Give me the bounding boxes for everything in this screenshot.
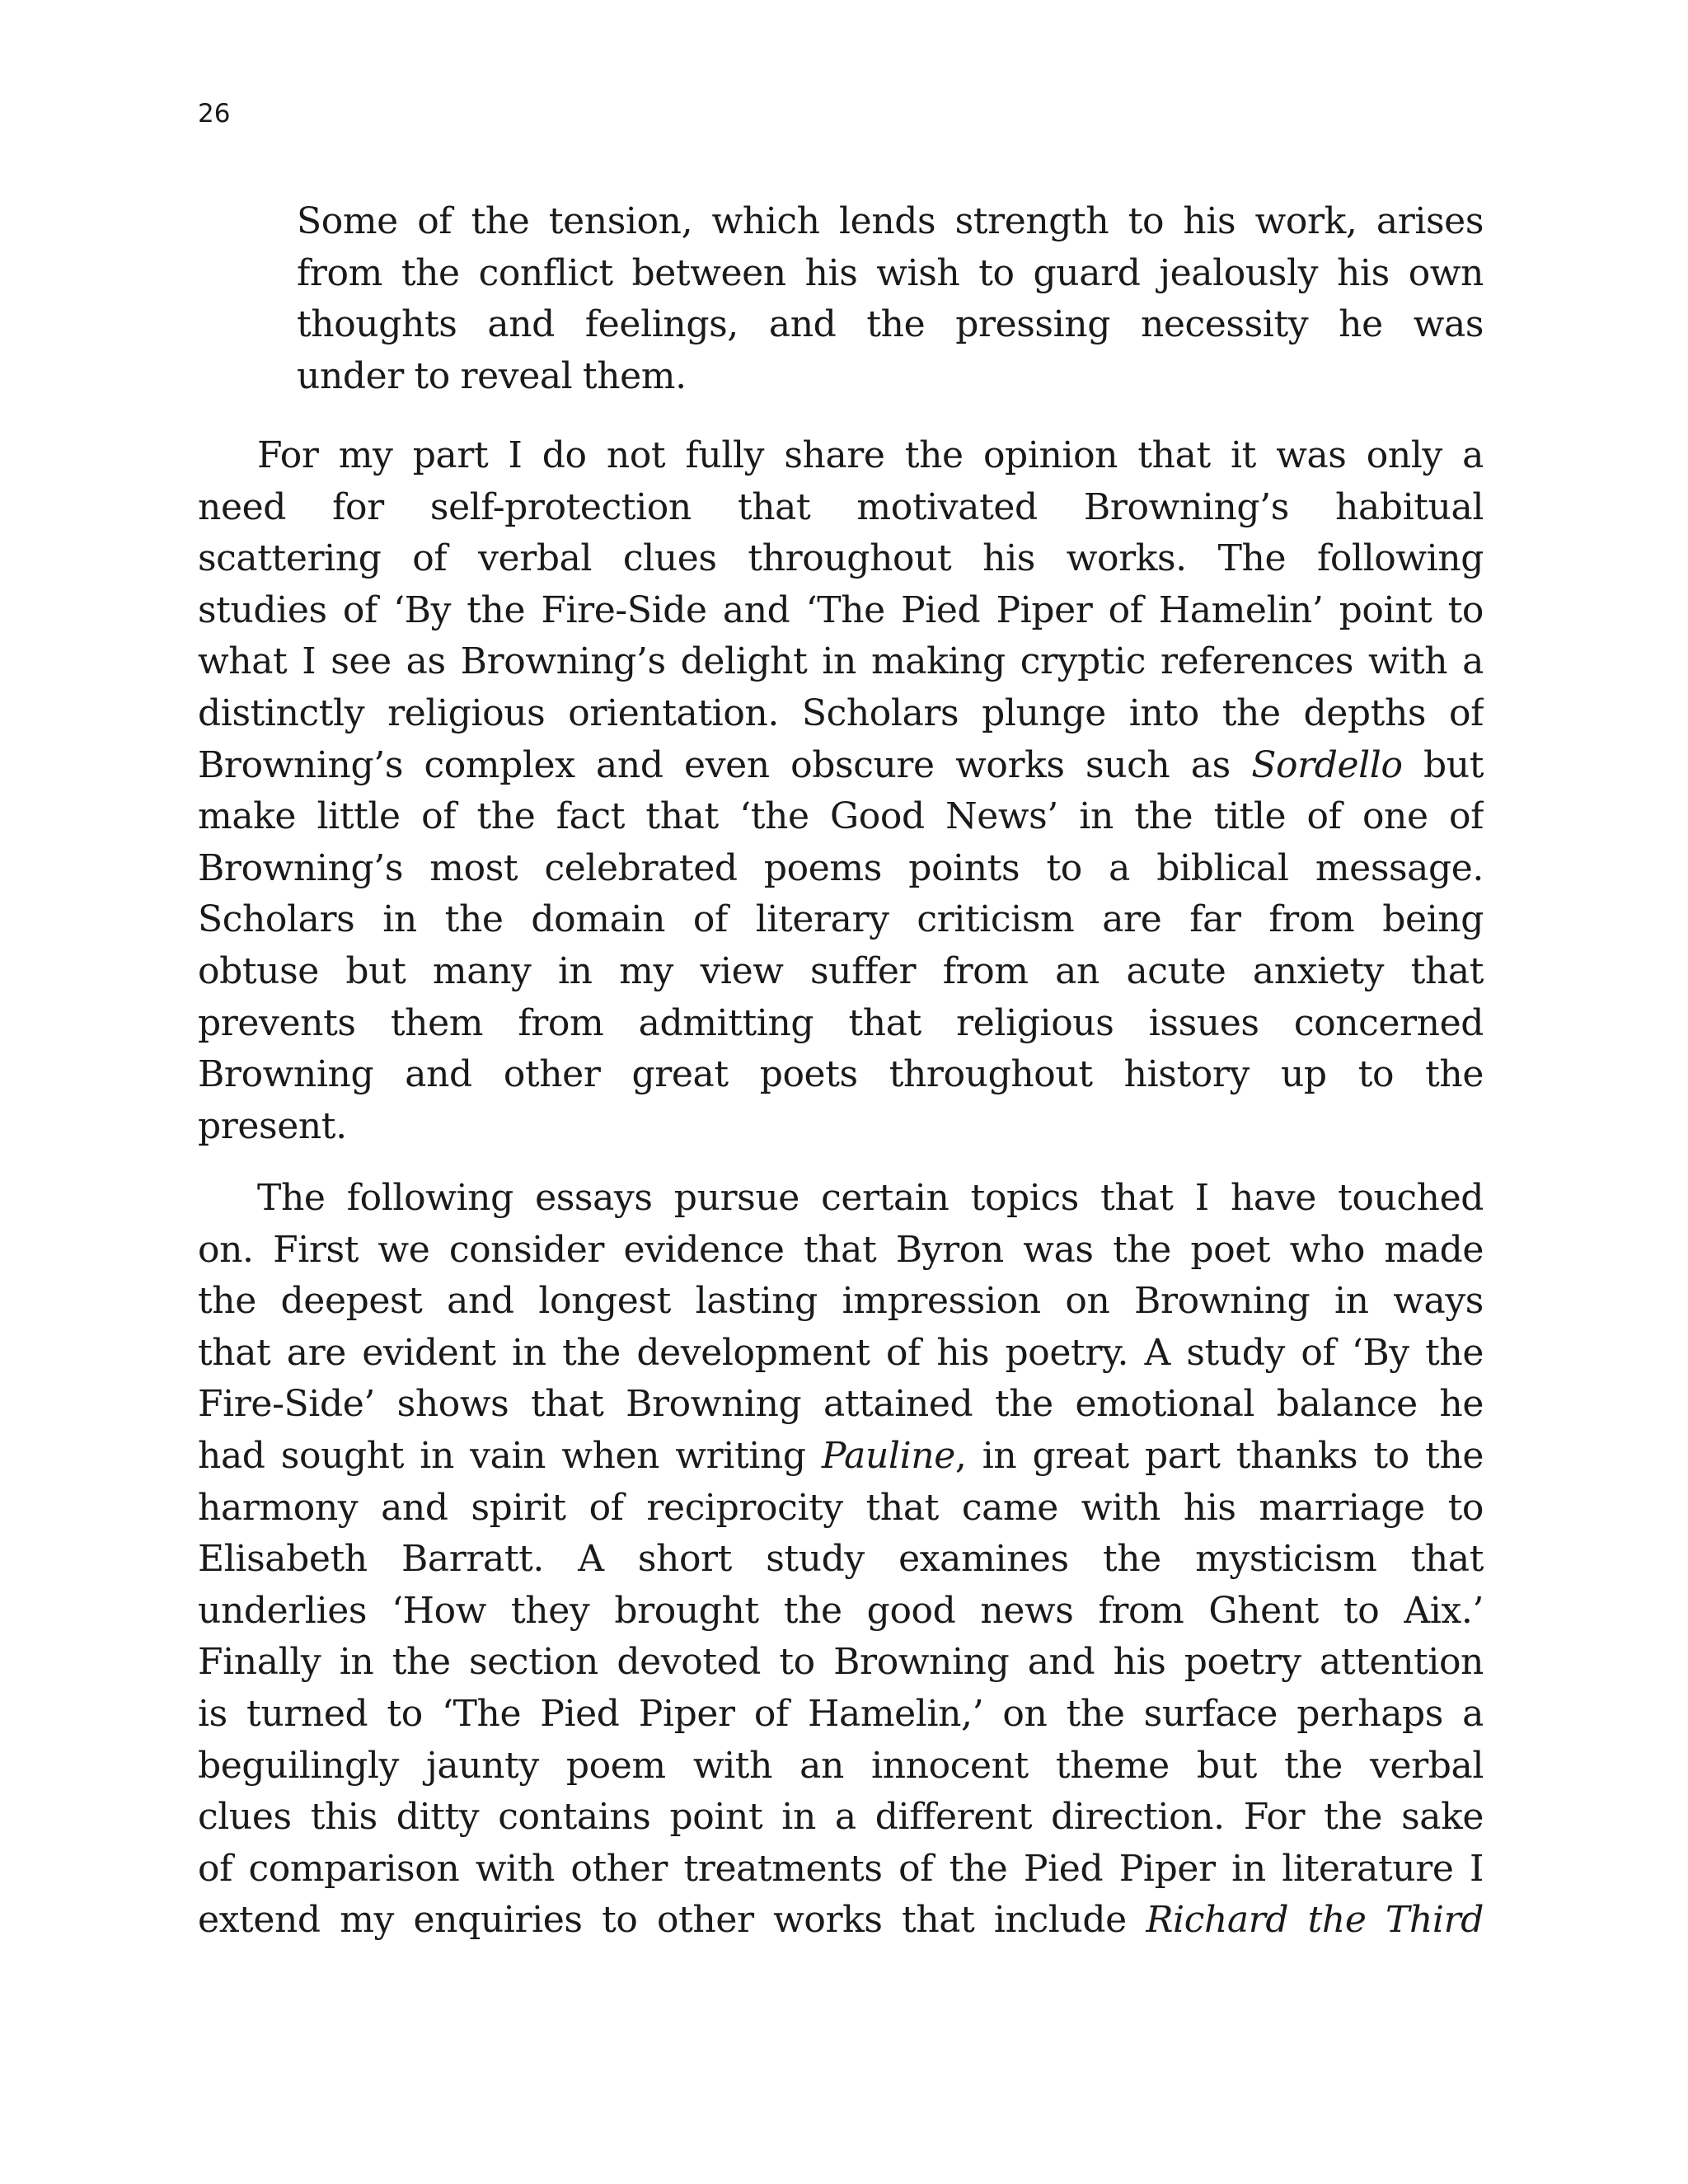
paragraph-line: Scholars in the domain of literary criticism are far from being bbox=[198, 898, 1484, 941]
paragraph-line: studies of ‘By the Fire-Side and ‘The Pied Piper of Hamelin’ point to bbox=[198, 588, 1484, 631]
paragraph-line: scattering of verbal clues throughout his works. The following bbox=[198, 537, 1484, 580]
line-text: , in great part thanks to the bbox=[954, 1434, 1484, 1477]
line-text: had sought in vain when writing bbox=[198, 1434, 822, 1477]
paragraph-line: on. First we consider evidence that Byron was the poet who made bbox=[198, 1228, 1484, 1271]
paragraph-line: The following essays pursue certain topics that I have touched bbox=[257, 1177, 1484, 1219]
quote-line: Some of the tension, which lends strength to his work, arises bbox=[297, 200, 1484, 242]
paragraph-line: Fire-Side’ shows that Browning attained the emotional balance he bbox=[198, 1383, 1484, 1426]
line-text: Browning’s complex and even obscure works such as bbox=[198, 743, 1252, 786]
paragraph-line bbox=[198, 1431, 1484, 1483]
paragraph-line: of comparison with other treatments of the Pied Piper in literature I bbox=[198, 1847, 1484, 1890]
line-text: extend my enquiries to other works that include bbox=[198, 1899, 1146, 1942]
page-number: 26 bbox=[198, 99, 231, 129]
paragraph-line: what I see as Browning’s delight in making cryptic references with a bbox=[198, 640, 1484, 683]
paragraph-line: make little of the fact that ‘the Good News’ in the title of one of bbox=[198, 795, 1484, 838]
quote-line: under to reveal them. bbox=[297, 354, 687, 397]
paragraph-line bbox=[198, 1895, 1484, 1947]
paragraph-line: is turned to ‘The Pied Piper of Hamelin,’ on the surface perhaps a bbox=[198, 1692, 1484, 1735]
line-text: but bbox=[1402, 743, 1484, 786]
paragraph-line: that are evident in the development of his poetry. A study of ‘By the bbox=[198, 1331, 1484, 1374]
paragraph-1 bbox=[198, 430, 1484, 1152]
paragraph-line: Browning and other great poets throughout history up to the bbox=[198, 1053, 1484, 1096]
quote-line: thoughts and feelings, and the pressing necessity he was bbox=[297, 303, 1484, 346]
paragraph-line: Browning’s most celebrated poems points to a biblical message. bbox=[198, 846, 1484, 889]
paragraph-line: For my part I do not fully share the opinion that it was only a bbox=[257, 434, 1484, 476]
paragraph-line: present. bbox=[198, 1104, 347, 1147]
italic-title: Sordello bbox=[1251, 743, 1403, 786]
italic-title: Pauline bbox=[821, 1434, 955, 1477]
paragraph-line: the deepest and longest lasting impression on Browning in ways bbox=[198, 1280, 1484, 1323]
paragraph-line: prevents them from admitting that religious issues concerned bbox=[198, 1001, 1484, 1044]
paragraph-line: Finally in the section devoted to Browning and his poetry attention bbox=[198, 1641, 1484, 1684]
paragraph-line: clues this ditty contains point in a different direction. For the sake bbox=[198, 1796, 1484, 1839]
block-quote bbox=[297, 196, 1484, 402]
paragraph-line: Elisabeth Barratt. A short study examines the mysticism that bbox=[198, 1538, 1484, 1581]
paragraph-line: need for self-protection that motivated Browning’s habitual bbox=[198, 485, 1484, 528]
paragraph-line bbox=[198, 740, 1484, 792]
paragraph-2 bbox=[198, 1173, 1484, 1947]
paragraph-line: harmony and spirit of reciprocity that came with his marriage to bbox=[198, 1486, 1484, 1529]
paragraph-line: obtuse but many in my view suffer from an acute anxiety that bbox=[198, 949, 1484, 992]
quote-line: from the conflict between his wish to guard jealously his own bbox=[297, 251, 1484, 294]
paragraph-line: distinctly religious orientation. Scholars plunge into the depths of bbox=[198, 691, 1484, 734]
italic-title: Richard the Third bbox=[1146, 1899, 1484, 1942]
paragraph-line: underlies ‘How they brought the good news from Ghent to Aix.’ bbox=[198, 1589, 1484, 1632]
paragraph-line: beguilingly jaunty poem with an innocent theme but the verbal bbox=[198, 1744, 1484, 1787]
